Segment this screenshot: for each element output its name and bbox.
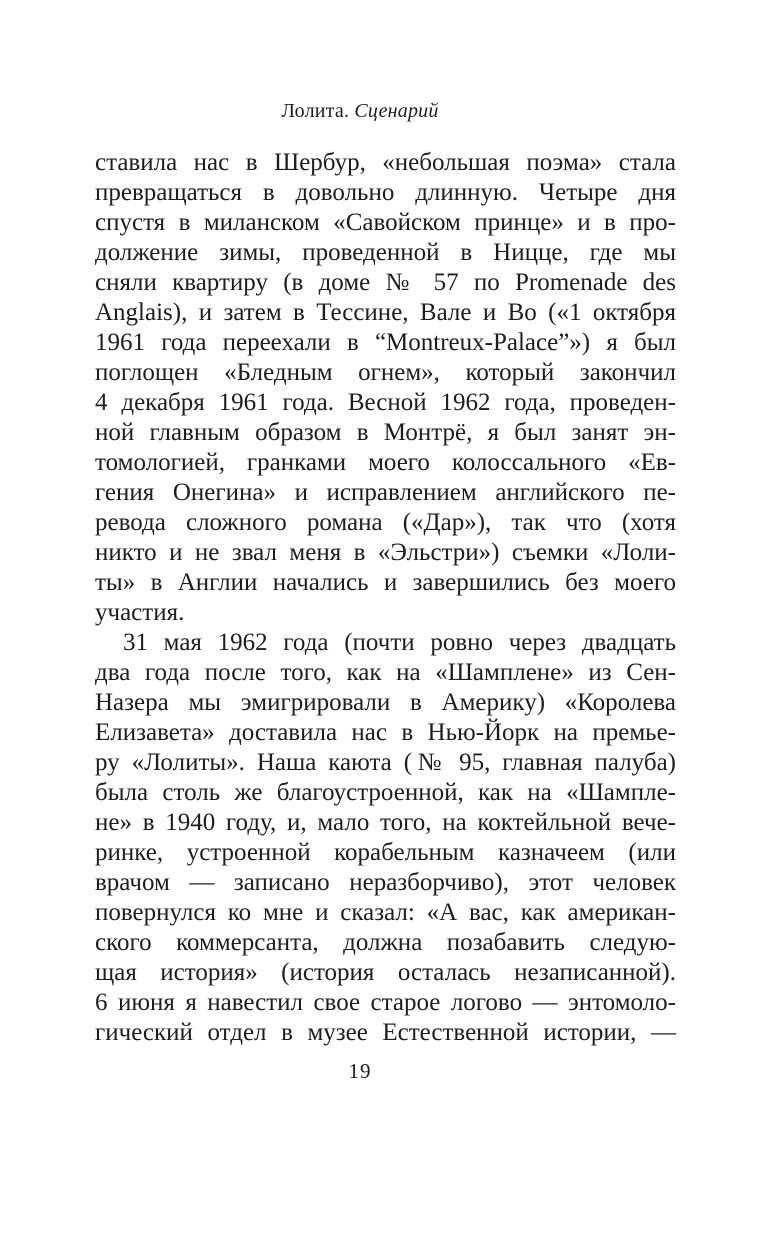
text-line: никто и не звал меня в «Эльстри») съемки «Лоли- (95, 539, 676, 566)
text-line: Назера мы эмигрировали в Америку) «Королева (95, 689, 676, 716)
text-line: два года после того, как на «Шамплене» из Сен- (95, 659, 676, 686)
text-line: повернулся ко мне и сказал: «А вас, как американ- (95, 899, 676, 926)
text-line: 4 декабря 1961 года. Весной 1962 года, проведен- (95, 389, 676, 416)
text-line: ревода сложного романа («Дар»), так что (хотя (95, 509, 676, 536)
text-line: врачом — записано неразборчиво), этот человек (95, 869, 676, 896)
text-line: сняли квартиру (в доме № 57 по Promenade des (95, 269, 676, 296)
text-line: ского коммерсанта, должна позабавить следую- (95, 929, 676, 956)
text-line: гения Онегина» и исправлением английского пе- (95, 479, 676, 506)
running-head-section-title: Сценарий (354, 100, 439, 122)
text-line: поглощен «Бледным огнем», который закончил (95, 359, 676, 386)
text-line: 6 июня я навестил свое старое логово — энтомоло- (95, 989, 676, 1016)
text-line: не» в 1940 году, и, мало того, на коктейльной вече- (95, 809, 676, 836)
text-line: 1961 года переехали в “Montreux-Palace”») я был (95, 329, 676, 356)
text-line: ставила нас в Шербур, «небольшая поэма» стала (95, 149, 676, 176)
text-line: была столь же благоустроенной, как на «Шампле- (95, 779, 676, 806)
text-line: ной главным образом в Монтрё, я был занят эн- (95, 419, 676, 446)
text-line: Елизавета» доставила нас в Нью-Йорк на премье- (95, 719, 676, 746)
text-line: должение зимы, проведенной в Ницце, где мы (95, 239, 676, 266)
text-line: щая история» (история осталась незаписанной). (95, 959, 676, 986)
text-line: превращаться в довольно длинную. Четыре дня (95, 179, 676, 206)
text-line: гический отдел в музее Естественной истории, — (95, 1019, 676, 1046)
body-text (95, 148, 676, 1048)
text-line-paragraph-end: участия. (95, 599, 185, 626)
text-line: ты» в Англии начались и завершились без моего (95, 569, 676, 596)
text-line: ру «Лолиты». Наша каюта (№ 95, главная палуба) (95, 749, 676, 776)
running-head-book-title: Лолита. (281, 100, 350, 122)
text-line: Anglais), и затем в Тессине, Вале и Во («1 октября (95, 299, 676, 326)
text-line: ринке, устроенной корабельным казначеем (или (95, 839, 676, 866)
text-line: спустя в миланском «Савойском принце» и в про- (95, 209, 676, 236)
page-number: 19 (348, 1059, 372, 1083)
text-line: томологией, гранками моего колоссального «Ев- (95, 449, 676, 476)
text-line-paragraph-start: 31 мая 1962 года (почти ровно через двадцать (123, 629, 676, 656)
running-head (65, 100, 655, 123)
